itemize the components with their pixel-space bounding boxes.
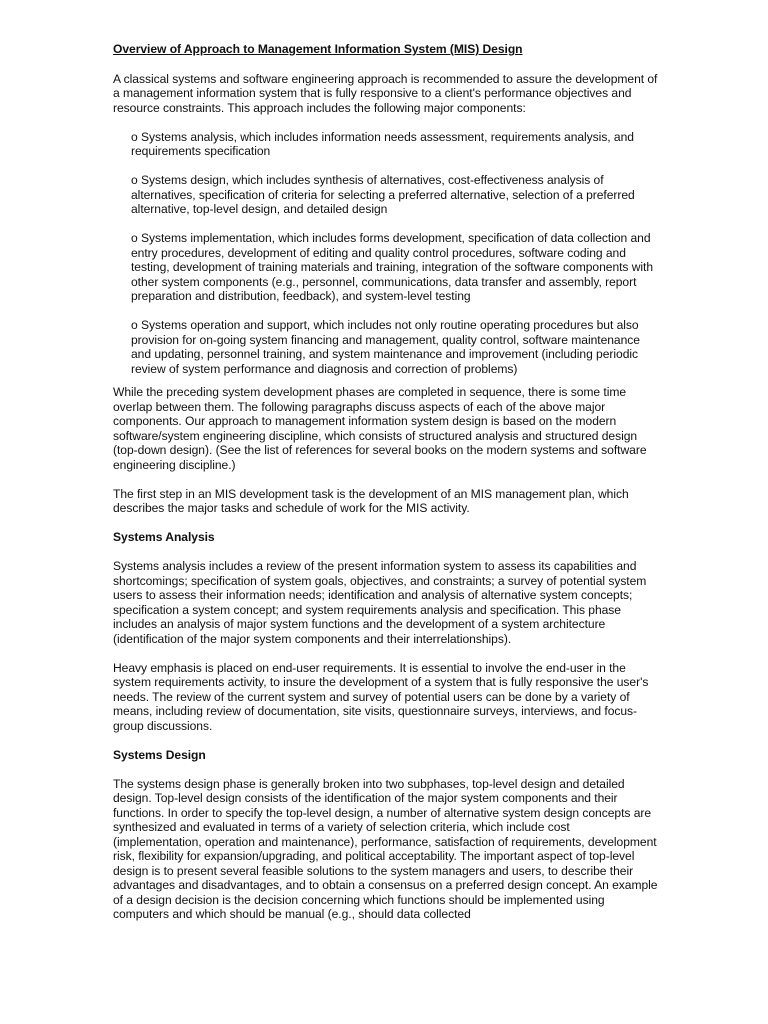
- components-list: [113, 130, 658, 377]
- component-systems-design: o Systems design, which includes synthesis of alternatives, cost-effectiveness analysis of alternatives, specification of criteria for selecting a preferred alternative, selection of a preferred alternative, top-level design, and detailed design: [131, 173, 635, 216]
- systems-design-paragraph-1: The systems design phase is generally broken into two subphases, top-level design and detailed design. Top-level design consists of the identification of the major system components and their functions. In order to specify the top-level design, a number of alternative system design concepts are synthesized and evaluated in terms of a variety of selection criteria, which include cost (implementation, operation and maintenance), performance, satisfaction of requirements, development risk, flexibility for expansion/upgrading, and political acceptability. The important aspect of top-level design is to present several feasible solutions to the system managers and users, to describe their advantages and disadvantages, and to obtain a consensus on a preferred design concept. An example of a design decision is the decision concerning which functions should be implemented using computers and which should be manual (e.g., should data collected: [113, 776, 658, 921]
- first-step-paragraph: The first step in an MIS development task is the development of an MIS management plan, which describes the major tasks and schedule of work for the MIS activity.: [113, 486, 629, 515]
- component-systems-implementation: o Systems implementation, which includes forms development, specification of data collection and entry procedures, development of editing and quality control procedures, software coding and testing, development of training materials and training, integration of the software components with other system components (e.g., personnel, communications, data transfer and assembly, report preparation and distribution, feedback), and system-level testing: [131, 231, 654, 303]
- systems-analysis-paragraph-1: Systems analysis includes a review of the present information system to assess its capabilities and shortcomings; specification of system goals, objectives, and constraints; a survey of potential system users to assess their information needs; identification and analysis of alternative system concepts; specification a system concept; and system requirements analysis and specification. This phase includes an analysis of major system functions and the development of a system architecture (identification of the major system components and their interrelationships).: [113, 559, 647, 646]
- systems-analysis-paragraph-2: Heavy emphasis is placed on end-user requirements. It is essential to involve the end-user in the system requirements activity, to insure the development of a system that is fully responsive the user's needs. The review of the current system and survey of potential users can be done by a variety of means, including review of documentation, site visits, questionnaire surveys, interviews, and focus-group discussions.: [113, 660, 649, 733]
- document-title: Overview of Approach to Management Information System (MIS) Design: [113, 42, 523, 56]
- component-systems-analysis: o Systems analysis, which includes information needs assessment, requirements analysis, and requirements specification: [131, 129, 634, 158]
- document-page: [113, 42, 658, 936]
- phases-paragraph: While the preceding system development phases are completed in sequence, there is some time overlap between them. The following paragraphs discuss aspects of each of the above major components. Our approach to management information system design is based on the modern software/system engineering discipline, which consists of structured analysis and structured design (top-down design). (See the list of references for several books on the modern systems and software engineering discipline.): [113, 385, 647, 472]
- component-systems-operation: o Systems operation and support, which includes not only routine operating procedures but also provision for on-going system financing and management, quality control, software maintenance and updating, personnel training, and system maintenance and improvement (including periodic review of system performance and diagnosis and correction of problems): [131, 318, 640, 376]
- systems-analysis-heading: Systems Analysis: [113, 530, 215, 544]
- intro-paragraph: A classical systems and software engineering approach is recommended to assure the development of a management information system that is fully responsive to a client's performance objectives and resource constraints. This approach includes the following major components:: [113, 71, 658, 115]
- systems-design-heading: Systems Design: [113, 747, 206, 762]
